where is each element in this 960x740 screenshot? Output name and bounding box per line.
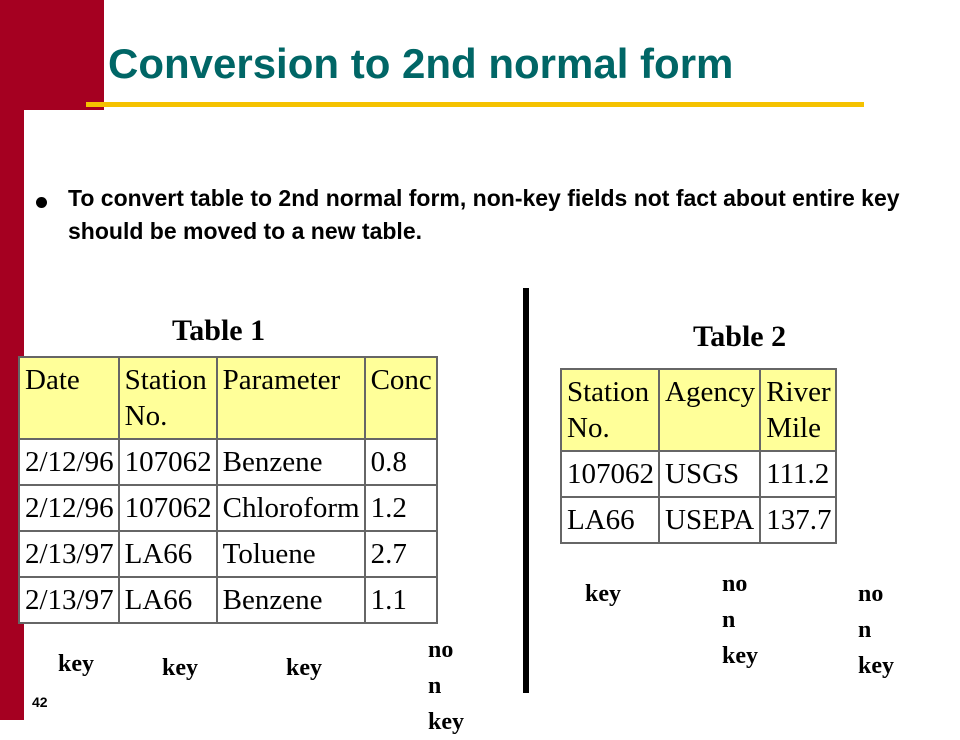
table-row (19, 485, 437, 531)
table-row (561, 497, 836, 543)
table2-cell: LA66 (561, 497, 659, 543)
table2-cell: 137.7 (760, 497, 836, 543)
table2-cell: 107062 (561, 451, 659, 497)
slide-accent-bar (0, 0, 104, 110)
table1-cell: 2/12/96 (19, 485, 119, 531)
table1-nonkey-label: no n key (428, 637, 464, 735)
table2-header-row (561, 369, 836, 451)
table1-header-cell: Station No. (119, 357, 217, 439)
table1-header-cell: Conc (365, 357, 437, 439)
table1-caption: Table 1 (172, 314, 266, 347)
table1-cell: 2/13/97 (19, 577, 119, 623)
bullet-text: To convert table to 2nd normal form, non-key fields not fact about entire key should be moved to a new table. (68, 185, 900, 245)
table-row (19, 577, 437, 623)
table1-cell: Toluene (217, 531, 365, 577)
table1-cell: Benzene (217, 439, 365, 485)
table2-cell: 111.2 (760, 451, 836, 497)
table-row (561, 451, 836, 497)
table1 (18, 356, 438, 624)
title-underline (86, 102, 864, 107)
table1-cell: 107062 (119, 439, 217, 485)
table-row (19, 439, 437, 485)
table2-nonkey-label: no n key (722, 571, 758, 669)
table1-key-label: key (162, 655, 198, 681)
table2-cell: USEPA (659, 497, 760, 543)
slide-number: 42 (32, 694, 48, 710)
table1-key-label: key (286, 655, 322, 681)
table1-key-label: key (58, 651, 94, 677)
table1-header-cell: Parameter (217, 357, 365, 439)
table-row (19, 531, 437, 577)
table2-header-cell: River Mile (760, 369, 836, 451)
table1-cell: LA66 (119, 577, 217, 623)
table1-header-row (19, 357, 437, 439)
table1-cell: Benzene (217, 577, 365, 623)
bullet-icon (36, 197, 47, 208)
table2 (560, 368, 837, 544)
table2-caption: Table 2 (693, 320, 787, 353)
table1-cell: Chloroform (217, 485, 365, 531)
table1-cell: 2.7 (365, 531, 437, 577)
table1-cell: 1.1 (365, 577, 437, 623)
table1-cell: LA66 (119, 531, 217, 577)
section-divider (523, 288, 529, 693)
table1-cell: 0.8 (365, 439, 437, 485)
table1-cell: 1.2 (365, 485, 437, 531)
table2-key-label: key (585, 581, 621, 607)
slide-title: Conversion to 2nd normal form (108, 40, 734, 87)
table2-cell: USGS (659, 451, 760, 497)
table1-cell: 2/13/97 (19, 531, 119, 577)
table2-nonkey-label: no n key (858, 581, 894, 679)
table2-header-cell: Agency (659, 369, 760, 451)
table1-cell: 107062 (119, 485, 217, 531)
table2-header-cell: Station No. (561, 369, 659, 451)
table1-header-cell: Date (19, 357, 119, 439)
table1-cell: 2/12/96 (19, 439, 119, 485)
